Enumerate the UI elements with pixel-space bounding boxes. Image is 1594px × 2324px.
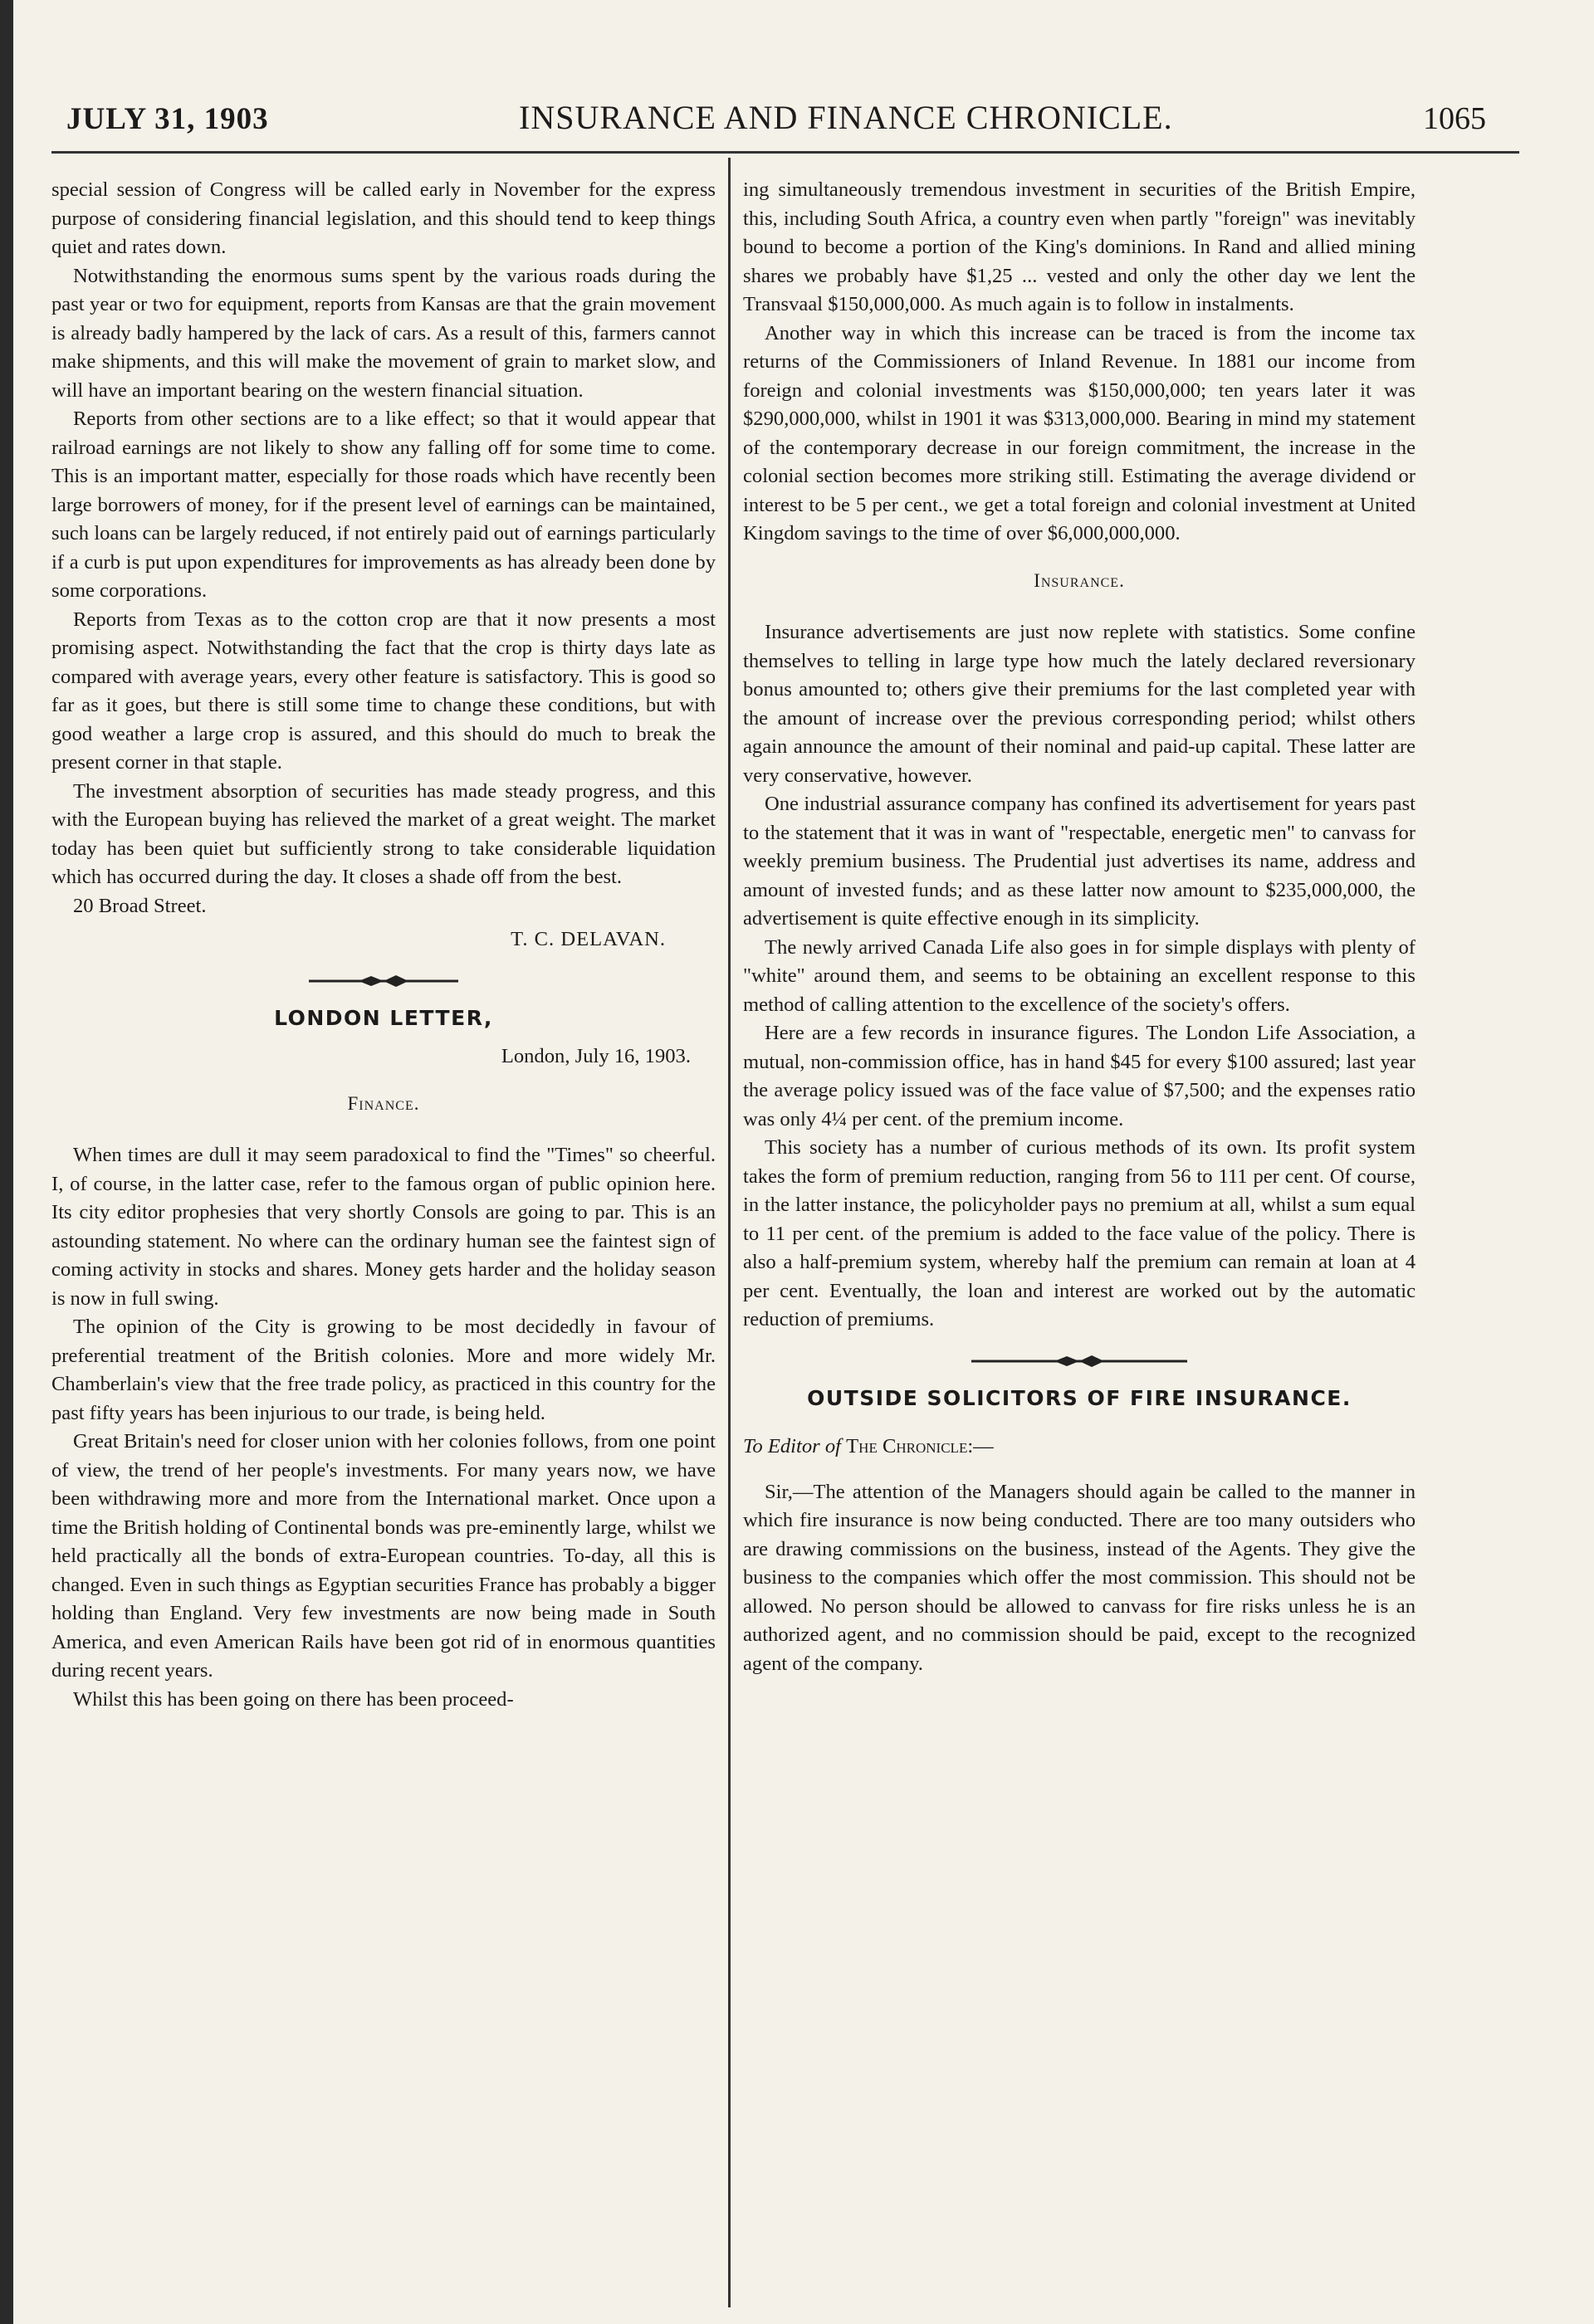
page-header (66, 98, 1486, 137)
paragraph: The newly arrived Canada Life also goes in for simple displays with plenty of "white" around them, and seems to be obtaining an excellent response to this method of calling attention to the excellence of the society's offers. (743, 935, 1416, 1016)
subhead-finance: Finance. (347, 1092, 420, 1114)
paragraph: Whilst this has been going on there has been proceed- (73, 1687, 514, 1711)
subhead-insurance: Insurance. (1034, 569, 1125, 591)
scan-edge (0, 0, 13, 2324)
letter-salutation (743, 1433, 1416, 1462)
section-heading-outside-solicitors: OUTSIDE SOLICITORS OF FIRE INSURANCE. (807, 1385, 1352, 1410)
paragraph: Insurance advertisements are just now replete with statistics. Some confine themselves to telling in large type how much the lately declared reversionary bonus amounted to; others give their premiums for the last completed year with the amount of increase over the previous corresponding period; whilst others again announce the amount of their nominal and paid-up capital. These latter are very conservative, however. (743, 621, 1416, 787)
paragraph: Great Britain's need for closer union with her colonies follows, from one point of view, the trend of her people's investments. For many years now, we have been withdrawing more and more from the International market. Once upon a time the British holding of Continental bonds was pre-eminently large, whilst we held practically all the bonds of extra-European countries. To-day, all this is changed. Even in such things as Egyptian securities France has probably a bigger holding than England. Very few investments are now being made in South America, and even American Rails have been got rid of in enormous quantities during recent years. (51, 1430, 716, 1682)
ornament-icon (301, 973, 467, 989)
paragraph: Notwithstanding the enormous sums spent by the various roads during the past year or two for equipment, reports from Kansas are that the grain movement is already badly hampered by the lack of cars. As a result of this, farmers cannot make shipments, and this will make the movement of grain to market slow, and will have an important bearing on the western financial situation. (51, 264, 716, 402)
paragraph: The investment absorption of securities has made steady progress, and this with the European buying has relieved the market of a great weight. The market today has been quiet but sufficiently strong to take considerable liquidation which has occurred during the day. It closes a shade off from the best. (51, 779, 716, 888)
issue-date: JULY 31, 1903 (66, 102, 269, 136)
ornament-icon (963, 1353, 1196, 1370)
publication-title: INSURANCE AND FINANCE CHRONICLE. (519, 99, 1173, 136)
paragraph: Reports from other sections are to a like effect; so that it would appear that railroad earnings are not likely to show any falling off for some time to come. This is an important matter, especially for those roads which have recently been large borrowers of money, for if the present level of earnings can be maintained, such loans can be largely reduced, if not entirely paid out of earnings particularly if a curb is put upon expenditures for improvements as has already been done by some corporations. (51, 408, 716, 602)
author-address: 20 Broad Street. (73, 894, 207, 917)
author-signature: T. C. DELAVAN. (511, 928, 666, 950)
paragraph: One industrial assurance company has confined its advertisement for years past to the statement that it was in want of "respectable, energetic men" to canvass for weekly premium business. The Prudential just advertises its name, address and amount of invested funds; and as these latter now amount to $235,000,000, the advertisement is quite effective enough in its simplicity. (743, 793, 1416, 930)
salutation-name: The Chronicle:— (846, 1435, 994, 1457)
section-heading-london-letter: LONDON LETTER, (274, 1005, 493, 1030)
page-number: 1065 (1422, 101, 1486, 136)
header-rule (51, 151, 1519, 154)
paragraph: special session of Congress will be called early in November for the express purpose of considering financial legislation, and this should tend to keep things quiet and rates down. (51, 178, 716, 258)
right-column (743, 176, 1416, 1678)
ornament-divider (51, 969, 716, 989)
ornament-divider (743, 1350, 1416, 1370)
paragraph: This society has a number of curious methods of its own. Its profit system takes the form of premium reduction, ranging from 56 to 111 per cent. Of course, in the latter instance, the policyholder pays no premium at all, whilst a sum equal to 11 per cent. of the premium is added to the face value of the policy. There is also a half-premium system, whereby half the premium can remain at loan at 4 per cent. Eventually, the loan and interest are worked out by the automatic reduction of premiums. (743, 1136, 1416, 1330)
left-column (51, 176, 716, 1714)
paragraph: Another way in which this increase can be traced is from the income tax returns of the Commissioners of Inland Revenue. In 1881 our income from foreign and colonial investments was $150,000,000; ten years later it was $290,000,000, whilst in 1901 it was $313,000,000. Bearing in mind my statement of the contemporary decrease in our foreign commitment, the increase in the colonial section becomes more striking still. Estimating the average dividend or interest to be 5 per cent., we get a total foreign and colonial investment at United Kingdom savings to the time of over $6,000,000,000. (743, 321, 1416, 544)
paragraph: When times are dull it may seem paradoxical to find the "Times" so cheerful. I, of course, in the latter case, refer to the famous organ of public opinion here. Its city editor prophesies that very shortly Consols are going to par. This is an astounding statement. No where can the ordinary human see the faintest sign of coming activity in stocks and shares. Money gets harder and the holiday season is now in full swing. (51, 1144, 716, 1310)
paragraph: Here are a few records in insurance figures. The London Life Association, a mutual, non-commission office, has in hand $45 for every $100 assured; last year the average policy issued was of the face value of $7,500; and the expenses ratio was only 4¼ per cent. of the premium income. (743, 1022, 1416, 1130)
column-divider (728, 158, 731, 2307)
paragraph: Reports from Texas as to the cotton crop are that it now presents a most promising aspect. Notwithstanding the fact that the crop is thirty days late as compared with average years, every other feature is satisfactory. This is good so far as it goes, but there is still some time to change these conditions, but with good weather a large crop is assured, and this should do much to break the present corner in that staple. (51, 608, 716, 774)
salutation-prefix: To Editor of (743, 1435, 841, 1457)
dateline: London, July 16, 1903. (501, 1045, 691, 1067)
paragraph: The opinion of the City is growing to be most decidedly in favour of preferential treatment of the British colonies. More and more widely Mr. Chamberlain's view that the free trade policy, as practiced in this country for the past fifty years has been injurious to our trade, is being held. (51, 1316, 716, 1424)
paragraph: ing simultaneously tremendous investment in securities of the British Empire, this, including South Africa, a country even when partly "foreign" was inevitably bound to become a portion of the King's dominions. In Rand and allied mining shares we probably have $1,25 ... vested and only the other day we lent the Transvaal $150,000,000. As much again is to follow in instalments. (743, 178, 1416, 315)
paragraph: Sir,—The attention of the Managers should again be called to the manner in which fire insurance is now being conducted. There are too many outsiders who are drawing commissions on the business, instead of the Agents. They give the business to the companies which offer the most commission. This should not be allowed. No person should be allowed to canvass for fire risks unless he is an authorized agent, and no commission should be paid, except to the recognized agent of the company. (743, 1480, 1416, 1675)
